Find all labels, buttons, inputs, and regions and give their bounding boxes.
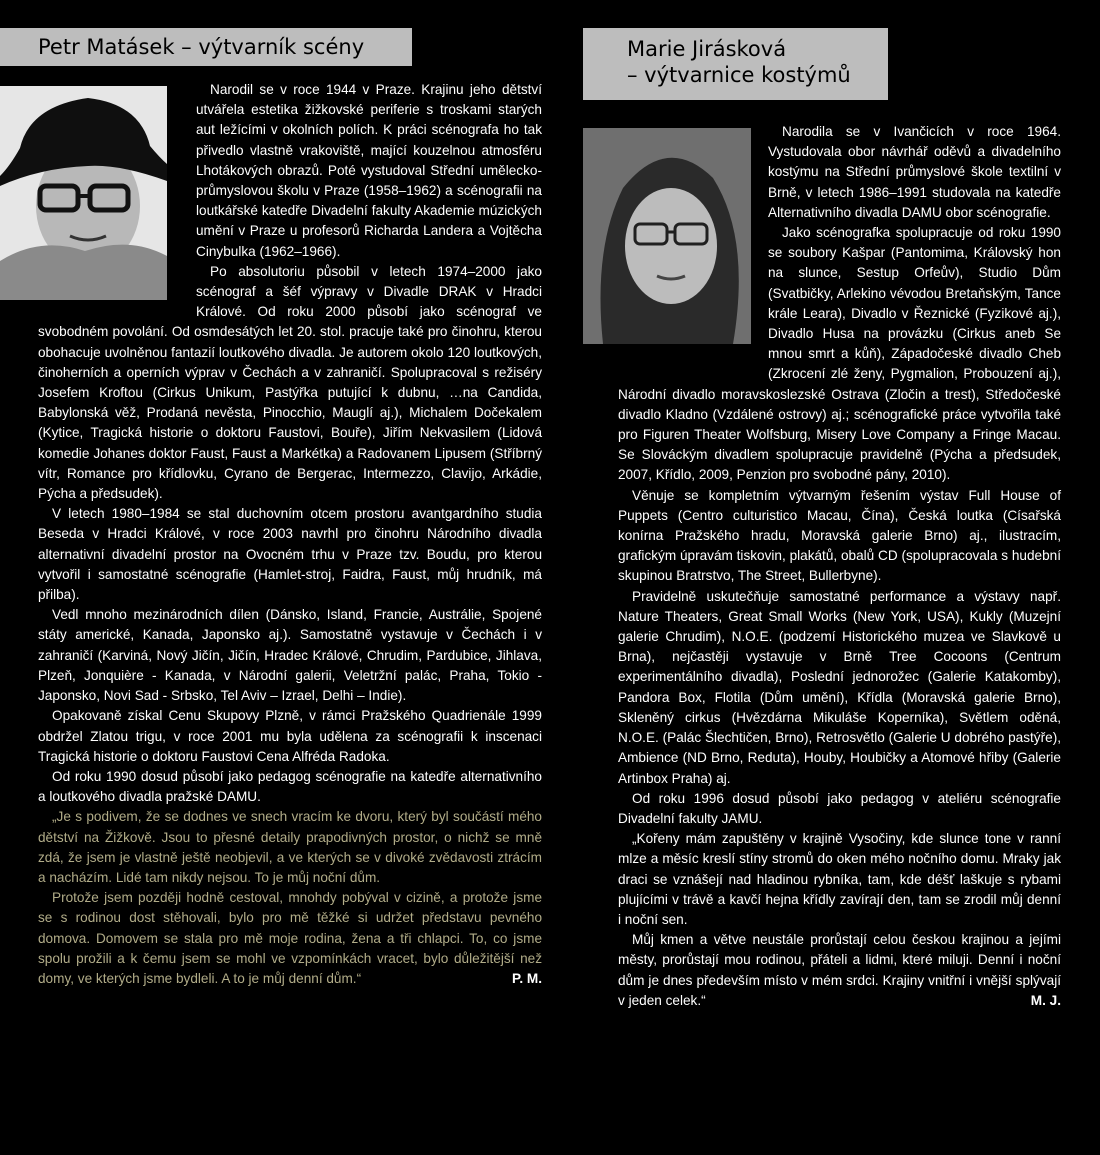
- right-title: [627, 36, 851, 88]
- paragraph: Jako scénografka spolupracuje od roku 1990 se soubory Kašpar (Pantomima, Královský hon na slunce, Sestup Orfeův), Studio Dům (Svatbičky, Arlekino vévodou Bretaňským, Tance krále Leara), Divadlo v Řeznické (Fyzikové aj.), Divadlo Husa na provázku (Cirkus aneb Se mnou smrt a kůň), Západočeské divadlo Cheb (Zkrocení zlé ženy, Pygmalion, Probouzení aj.), Národní divadlo moravskoslezské Ostrava (Zločin a trest), Středočeské divadlo Kladno (Vzdálené ostrovy) aj.; scénografické práce vytvořila také pro Figuren Theater Wolfsburg, Misery Love Company a Fringe Macau. Se Slováckým divadlem spolupracuje pravidelně (Pýcha a předsudek, 2007, Křídlo, 2009, Penzion pro svobodné pány, 2010).: [618, 225, 1061, 483]
- photo-spacer: [618, 122, 768, 372]
- quote-paragraph: [618, 930, 1061, 1011]
- quote-paragraph: „Je s podivem, že se dodnes ve snech vracím ke dvoru, který byl součástí mého dětství na Žižkově. Jsou to přesné detaily prapodivných prostor, o nichž se mně zdá, že jsem je vlastně ještě neobjevil, a ve kterých se v divoké zvědavosti ztrácím a nacházím. Lidé tam nikdy nejsou. To je můj noční dům.: [38, 809, 542, 885]
- right-title-line-1: Marie Jirásková: [627, 37, 787, 61]
- paragraph: Pravidelně uskutečňuje samostatné performance a výstavy např. Nature Theaters, Great Small Works (New York, USA), Kukly (Muzejní galerie Chrudim), N.O.E. (podzemí Historického muzea ve Slavkově u Brna), nejčastěji vystavuje v Brně Tree Cocoons (Centrum experimentálního divadla), Poslední jednorožec (Galerie Katakomby), Pandora Box, Flotila (Dům umění), Křídla (Moravská galerie Brno), Skleněný cirkus (Hvězdárna Mikuláše Koperníka), Světlem oděná, N.O.E. (Palác Šlechtičen, Brno), Retrosvětlo (Galerie U dobrého pastýře), Ambience (ND Brno, Reduta), Houby, Houbičky a Atomové hřiby (Galerie Artinbox Praha) aj.: [618, 588, 1061, 786]
- signature: M. J.: [1030, 992, 1061, 1008]
- paragraph: V letech 1980–1984 se stal duchovním otcem prostoru avantgardního studia Beseda v Hradci Králové, v roce 2003 navrhl pro činohru Národního divadla alternativní divadelní prostor na Ovocném trhu v Praze tzv. Boudu, pro kterou vytvořil i samostatné scénografie (Hamlet-stroj, Faidra, Faust, můj hrudník, má přilba).: [38, 506, 542, 603]
- quote-paragraph: „Kořeny mám zapuštěny v krajině Vysočiny, kde slunce tone v ranní mlze a měsíc kreslí stíny stromů do oken mého nočního domu. Mraky jak draci se vznášejí nad hladinou rybníka, tam, kde déšť laškuje s rybami plujícími v trávě a kavčí hejna křídly zavírají den, tam se zrodil můj denní i noční sen.: [618, 831, 1061, 927]
- paragraph: Opakovaně získal Cenu Skupovy Plzně, v rámci Pražského Quadrienále 1999 obdržel Zlatou trigu, v roce 2001 mu byla udělena za scénografii k inscenaci Tragická historie o doktoru Faustovi Cena Alfréda Radoka.: [38, 708, 542, 764]
- paragraph: Po absolutoriu působil v letech 1974–2000 jako scénograf a šéf výpravy v Divadle DRAK v Hradci Králové. Od roku 2000 působí jako scénograf ve svobodném povolání. Od osmdesátých let 20. stol. pracuje také pro činohru, kterou obohacuje uvolněnou fantazií loutkového divadla. Je autorem okolo 120 loutkových, činoherních a operních výprav v Čechách a v zahraničí. Spolupracoval s režiséry Josefem Kroftou (Cirkus Unikum, Pastýřka putující k dubnu, …na Candida, Babylonská věž, Prodaná nevěsta, Pinocchio, Mauglí aj.), Michalem Dočekalem (Kytice, Tragická historie o doktoru Faustovi, Bouře), Jiřím Nekvasilem (Lidová komedie Johanes doktor Faust, Faust a Markétka) a Radovanem Lipusem (Stříbrný vítr, Romance pro křídlovku, Cyrano de Bergerac, Intermezzo, Clavijo, Arkádie, Pýcha a předsudek).: [38, 263, 542, 502]
- photo-spacer: [38, 80, 196, 306]
- paragraph: Narodil se v roce 1944 v Praze. Krajinu jeho dětství utvářela estetika žižkovské periferie s troskami starých aut ležícími v okolních polích. K práci scénografa ho tak přivedlo vlastně vrakoviště, mající kouzelnou atmosféru Lhotákových obrazů. Poté vystudoval Střední umělecko-průmyslovou školu v Praze (1958–1962) a scénografii na loutkářské katedře Divadelní fakulty Akademie múzických umění v Praze u profesorů Richarda Landera a Vojtěcha Cinybulka (1962–1966).: [196, 82, 542, 259]
- paragraph: Od roku 1990 dosud působí jako pedagog scénografie na katedře alternativního a loutkového divadla pražské DAMU.: [38, 768, 542, 805]
- paragraph: Věnuje se kompletním výtvarným řešením výstav Full House of Puppets (Centro culturistico Macau, Čína), Česká loutka (Císařská konírna Pražského hradu, Moravská galerie Brno) aj., ilustracím, grafickým úpravám tiskovin, plakátů, obalů CD (spolupracovala s hudební skupinou Bratrstvo, The Street, Bullerbyne).: [618, 487, 1061, 584]
- right-title-line-2: – výtvarnice kostýmů: [627, 63, 851, 87]
- right-article: [618, 122, 1061, 1011]
- paragraph: Narodila se v Ivančicích v roce 1964. Vystudovala obor návrhář oděvů a divadelního kostýmu na Střední průmyslové škole textilní v Brně, v letech 1986–1991 studovala na katedře Alternativního divadla DAMU obor scénografie.: [768, 124, 1061, 220]
- quote-text: Protože jsem později hodně cestoval, mnohdy pobýval v cizině, a protože jsme se s rodinou dost stěhovali, bylo pro mě těžké si udržet představu pevného domova. Domovem se stala pro mě moje rodina, žena a tři chlapci. To, co jsme spolu prožili a k čemu jsem se mohl ve vzpomínkách vracet, bylo důležitější než domy, ve kterých jsme bydleli. A to je můj denní dům.“: [38, 890, 542, 986]
- left-title-box: [0, 28, 412, 66]
- paragraph: Vedl mnoho mezinárodních dílen (Dánsko, Island, Francie, Austrálie, Spojené státy americké, Kanada, Japonsko aj.). Samostatně vystavuje v Čechách i v zahraničí (Karviná, Nový Jičín, Jičín, Hradec Králové, Chrudim, Pardubice, Jihlava, Plzeň, Jonquière - Kanada, v Národní galerii, Veletržní palác, Praha, Tokio - Japonsko, Novi Sad - Srbsko, Tel Aviv – Izrael, Delhi – Indie).: [38, 607, 542, 704]
- paragraph: Od roku 1996 dosud působí jako pedagog v ateliéru scénografie Divadelní fakulty JAMU.: [618, 790, 1061, 826]
- left-article: [38, 80, 542, 989]
- right-title-box: [583, 28, 888, 100]
- left-title: Petr Matásek – výtvarník scény: [38, 35, 365, 59]
- quote-text: Můj kmen a větve neustále prorůstají celou českou krajinou a jejími městy, prorůstají mou rodinou, přáteli a lidmi, které miluji. Denní i noční dům je dnes především místo v mém srdci. Krajiny vnitřní i vnější splývají v jeden celek.“: [618, 932, 1061, 1008]
- signature: P. M.: [512, 970, 542, 986]
- quote-paragraph: [38, 888, 542, 989]
